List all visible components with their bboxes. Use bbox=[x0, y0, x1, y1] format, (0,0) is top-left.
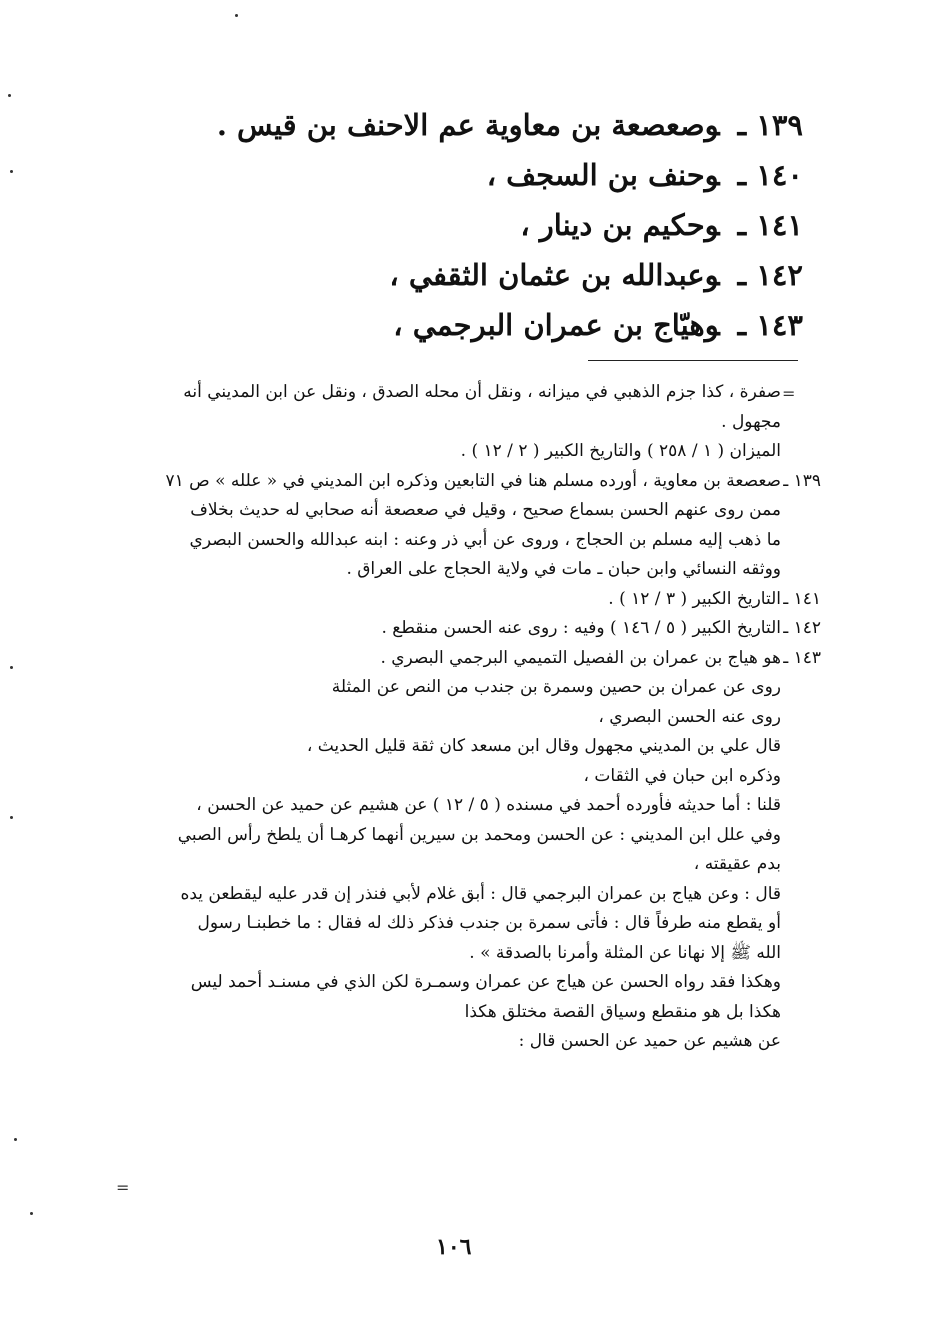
page-number: ١٠٦ bbox=[436, 1234, 472, 1260]
footnote-142 bbox=[141, 614, 821, 644]
footnote-text: التاريخ الكبير ( ٣ / ١٢ ) . bbox=[608, 588, 781, 609]
footnote-line: ما ذهب إليه مسلم بن الحجاج ، وروى عن أبي ذر وعنه : ابنه عبدالله والحسن البصري bbox=[189, 529, 781, 550]
entry-number: ١٤٠ ـ bbox=[737, 158, 803, 192]
entry-text: وعبدالله بن عثمان الثقفي ، bbox=[389, 258, 720, 292]
footnote-line: روى عنه الحسن البصري ، bbox=[598, 706, 781, 727]
entry-141 bbox=[103, 200, 803, 250]
footnote-number: ١٤٣ ـ bbox=[783, 647, 821, 668]
entry-number: ١٤٢ ـ bbox=[737, 258, 803, 292]
scan-speck bbox=[14, 1138, 17, 1141]
scan-speck bbox=[30, 1212, 33, 1215]
entry-139 bbox=[103, 100, 803, 150]
footnote-line: ممن روى عنهم الحسن بسماع صحيح ، وقيل في صعصعة أنه صحابي له حديث بخلاف bbox=[190, 500, 781, 520]
scan-speck bbox=[10, 666, 13, 669]
footnote-text: صعصعة بن معاوية ، أورده مسلم هنا في التابعين وذكره ابن المديني في « علله » ص ٧١ bbox=[165, 470, 781, 491]
entry-number: ١٤١ ـ bbox=[737, 208, 803, 242]
footnote-line: بدم عقيقته ، bbox=[693, 854, 781, 874]
scan-speck bbox=[10, 170, 13, 173]
footnote-line: وذكره ابن حبان في الثقات ، bbox=[583, 765, 781, 786]
footnote-line: وفي علل ابن المديني : عن الحسن ومحمد بن سيرين أنهما كرهـا أن يلطخ رأس الصبي bbox=[177, 824, 781, 845]
footnote-139 bbox=[141, 467, 821, 497]
footnote-number: ١٣٩ ـ bbox=[783, 470, 821, 491]
footnote-141 bbox=[141, 585, 821, 615]
footnote-line: عن هشيم عن حميد عن الحسن قال : bbox=[518, 1031, 781, 1051]
entry-text: وهيّاج بن عمران البرجمي ، bbox=[393, 308, 720, 342]
scan-speck bbox=[10, 816, 13, 819]
entry-number: ١٤٣ ـ bbox=[737, 308, 803, 342]
footnote-line: روى عن عمران بن حصين وسمرة بن جندب من النص عن المثلة bbox=[331, 677, 781, 697]
entry-text: وحكيم بن دينار ، bbox=[520, 208, 720, 242]
footnote-line: الميزان ( ١ / ٢٥٨ ) والتاريخ الكبير ( ٢ / ١٢ ) . bbox=[460, 441, 781, 461]
footnotes bbox=[141, 378, 821, 1057]
footnote-line: صفرة ، كذا جزم الذهبي في ميزانه ، ونقل أن محله الصدق ، ونقل عن ابن المديني أنه bbox=[183, 382, 781, 402]
footnote-text: التاريخ الكبير ( ٥ / ١٤٦ ) وفيه : روى عنه الحسن منقطع . bbox=[381, 618, 781, 638]
footnote-143 bbox=[141, 644, 821, 674]
main-entries bbox=[103, 100, 803, 350]
entry-text: وحنف بن السجف ، bbox=[486, 158, 720, 192]
footnote-line: قلنا : أما حديثه فأورده أحمد في مسنده ( ٥ / ١٢ ) عن هشيم عن حميد عن الحسن ، bbox=[196, 795, 781, 815]
footnote-line: وهكذا فقد رواه الحسن عن هياج عن عمران وسمـرة لكن الذي في مسنـد أحمد ليس bbox=[190, 972, 781, 992]
footnote-line: هكذا بل هو منقطع وسياق القصة مختلق هكذا bbox=[464, 1001, 781, 1022]
footnote-line: قال علي بن المديني مجهول وقال ابن مسعد كان ثقة قليل الحديث ، bbox=[306, 736, 781, 756]
entry-142 bbox=[103, 250, 803, 300]
continuation-mark-bottom: = bbox=[116, 1178, 130, 1197]
footnote-text: هو هياج بن عمران بن الفصيل التميمي البرجمي البصري . bbox=[380, 647, 781, 668]
footnote-line: قال : وعن هياج بن عمران البرجمي قال : أبق غلام لأبي فنذر إن قدر عليه ليقطعن يده bbox=[180, 883, 781, 904]
footnote-line: مجهول . bbox=[721, 411, 781, 432]
scan-speck bbox=[235, 14, 238, 17]
continuation-mark-top: = bbox=[782, 384, 796, 403]
footnote-number: ١٤٢ ـ bbox=[783, 618, 821, 638]
footnote-line: الله ﷺ إلا نهانا عن المثلة وأمرنا بالصدقة » . bbox=[469, 942, 781, 963]
entry-140 bbox=[103, 150, 803, 200]
footnote-line: أو يقطع منه طرفاً قال : فأتى سمرة بن جندب فذكر ذلك له فقال : ما خطبنـا رسول bbox=[197, 913, 781, 933]
entry-143 bbox=[103, 300, 803, 350]
entry-number: ١٣٩ ـ bbox=[737, 108, 803, 142]
entry-text: وصعصعة بن معاوية عم الاحنف بن قيس . bbox=[216, 108, 720, 142]
footnote-line: ووثقه النسائي وابن حبان ـ مات في ولاية الحجاج على العراق . bbox=[346, 559, 781, 579]
footnote-separator bbox=[588, 360, 798, 361]
scan-speck bbox=[8, 94, 11, 97]
footnote-number: ١٤١ ـ bbox=[783, 588, 821, 609]
